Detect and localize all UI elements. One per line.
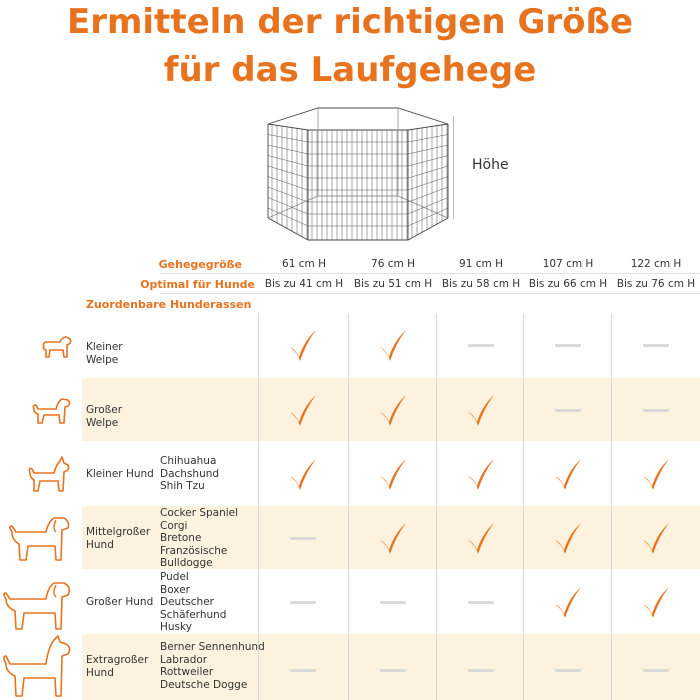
not-suitable-dash: [612, 650, 700, 690]
optimal-76: Bis zu 51 cm H: [353, 278, 433, 290]
breed-name: Corgi: [160, 519, 188, 532]
row-label-large-puppy: Großer Welpe: [86, 404, 123, 429]
dash-icon: [290, 669, 316, 672]
breed-name: Deutscher: [160, 596, 214, 609]
dash-icon: [555, 409, 581, 412]
row-label-small-puppy: Kleiner Welpe: [86, 341, 123, 366]
dash-icon: [643, 669, 669, 672]
row-label-small-dog: Kleiner Hund: [86, 468, 154, 480]
dash-icon: [468, 344, 494, 347]
checkmark-icon: [259, 454, 347, 494]
height-label: Höhe: [472, 157, 509, 173]
medium-dog-icon: [6, 510, 76, 566]
size-91: 91 cm H: [459, 258, 503, 270]
checkmark-icon: [349, 390, 437, 430]
optimal-61: Bis zu 41 cm H: [264, 278, 344, 290]
breed-name: Shih Tzu: [160, 480, 205, 493]
small-dog-icon: [24, 455, 74, 495]
breed-name: Chihuahua: [160, 455, 217, 467]
checkmark-icon: [524, 518, 612, 558]
breed-name: Husky: [160, 621, 192, 634]
size-76: 76 cm H: [371, 258, 415, 270]
row-label-large-dog: Großer Hund: [86, 596, 154, 608]
breed-name: Labrador: [160, 653, 208, 666]
checkmark-icon: [349, 518, 437, 558]
checkmark-icon: [259, 390, 347, 430]
size-122: 122 cm H: [630, 258, 682, 270]
column-divider: [611, 313, 612, 700]
not-suitable-dash: [524, 390, 612, 430]
not-suitable-dash: [259, 650, 347, 690]
checkmark-icon: [259, 325, 347, 365]
breed-list-extra-large-dog: [160, 641, 265, 691]
playpen-illustration: [258, 100, 458, 248]
checkmark-icon: [437, 518, 525, 558]
not-suitable-dash: [349, 582, 437, 622]
not-suitable-dash: [437, 325, 525, 365]
breed-list-large-dog: [160, 571, 226, 634]
not-suitable-dash: [612, 390, 700, 430]
assignable-breeds-label: Zuordenbare Hunderassen: [86, 298, 252, 311]
breed-name: Deutsche Dogge: [160, 678, 248, 691]
not-suitable-dash: [259, 582, 347, 622]
breed-name: Bretone: [160, 532, 202, 545]
checkmark-icon: [349, 325, 437, 365]
checkmark-icon: [612, 518, 700, 558]
not-suitable-dash: [259, 518, 347, 558]
header-divider: [160, 273, 700, 274]
checkmark-icon: [524, 454, 612, 494]
breed-name: Cocker Spaniel: [160, 507, 239, 519]
extra-large-dog-icon: [2, 634, 78, 700]
checkmark-icon: [437, 390, 525, 430]
breed-name: Schäferhund: [160, 608, 227, 621]
dash-icon: [380, 601, 406, 604]
not-suitable-dash: [612, 325, 700, 365]
large-puppy-icon: [30, 393, 74, 427]
breed-name: Französische: [160, 544, 228, 557]
optimal-122: Bis zu 76 cm H: [616, 278, 696, 290]
enclosure-size-label: Gehegegröße: [158, 258, 242, 271]
dash-icon: [643, 409, 669, 412]
size-107: 107 cm H: [542, 258, 594, 270]
dash-icon: [555, 344, 581, 347]
size-61: 61 cm H: [282, 258, 326, 270]
breed-list-small-dog: [160, 455, 219, 493]
title-line-2: für das Laufgehege: [163, 50, 537, 90]
optimal-107: Bis zu 66 cm H: [528, 278, 608, 290]
title-line-1: Ermitteln der richtigen Größe: [66, 2, 633, 42]
header-divider: [160, 293, 700, 294]
dash-icon: [555, 669, 581, 672]
row-label-extra-large-dog: Extragroßer Hund: [86, 654, 149, 679]
dash-icon: [643, 344, 669, 347]
not-suitable-dash: [437, 582, 525, 622]
checkmark-icon: [612, 454, 700, 494]
checkmark-icon: [437, 454, 525, 494]
not-suitable-dash: [349, 650, 437, 690]
not-suitable-dash: [437, 650, 525, 690]
checkmark-icon: [524, 582, 612, 622]
optimal-91: Bis zu 58 cm H: [441, 278, 521, 290]
row-label-medium-dog: Mittelgroßer Hund: [86, 526, 151, 551]
column-divider: [348, 313, 349, 700]
large-dog-icon: [2, 575, 76, 633]
dash-icon: [290, 537, 316, 540]
dash-icon: [468, 669, 494, 672]
breed-name: Bulldogge: [160, 557, 213, 570]
dash-icon: [290, 601, 316, 604]
optimal-for-dogs-label: Optimal für Hunde: [140, 278, 255, 291]
dash-icon: [380, 669, 406, 672]
column-divider: [523, 313, 524, 700]
not-suitable-dash: [524, 325, 612, 365]
small-puppy-icon: [38, 333, 74, 361]
breed-name: Pudel: [160, 571, 189, 583]
breed-name: Berner Sennenhund: [160, 641, 265, 653]
breed-list-medium-dog: [160, 507, 238, 570]
breed-name: Boxer: [160, 583, 190, 596]
checkmark-icon: [349, 454, 437, 494]
checkmark-icon: [612, 582, 700, 622]
breed-name: Rottweiler: [160, 666, 214, 679]
dash-icon: [468, 601, 494, 604]
height-indicator-line: [453, 116, 454, 219]
column-divider: [436, 313, 437, 700]
not-suitable-dash: [524, 650, 612, 690]
breed-name: Dachshund: [160, 467, 220, 480]
